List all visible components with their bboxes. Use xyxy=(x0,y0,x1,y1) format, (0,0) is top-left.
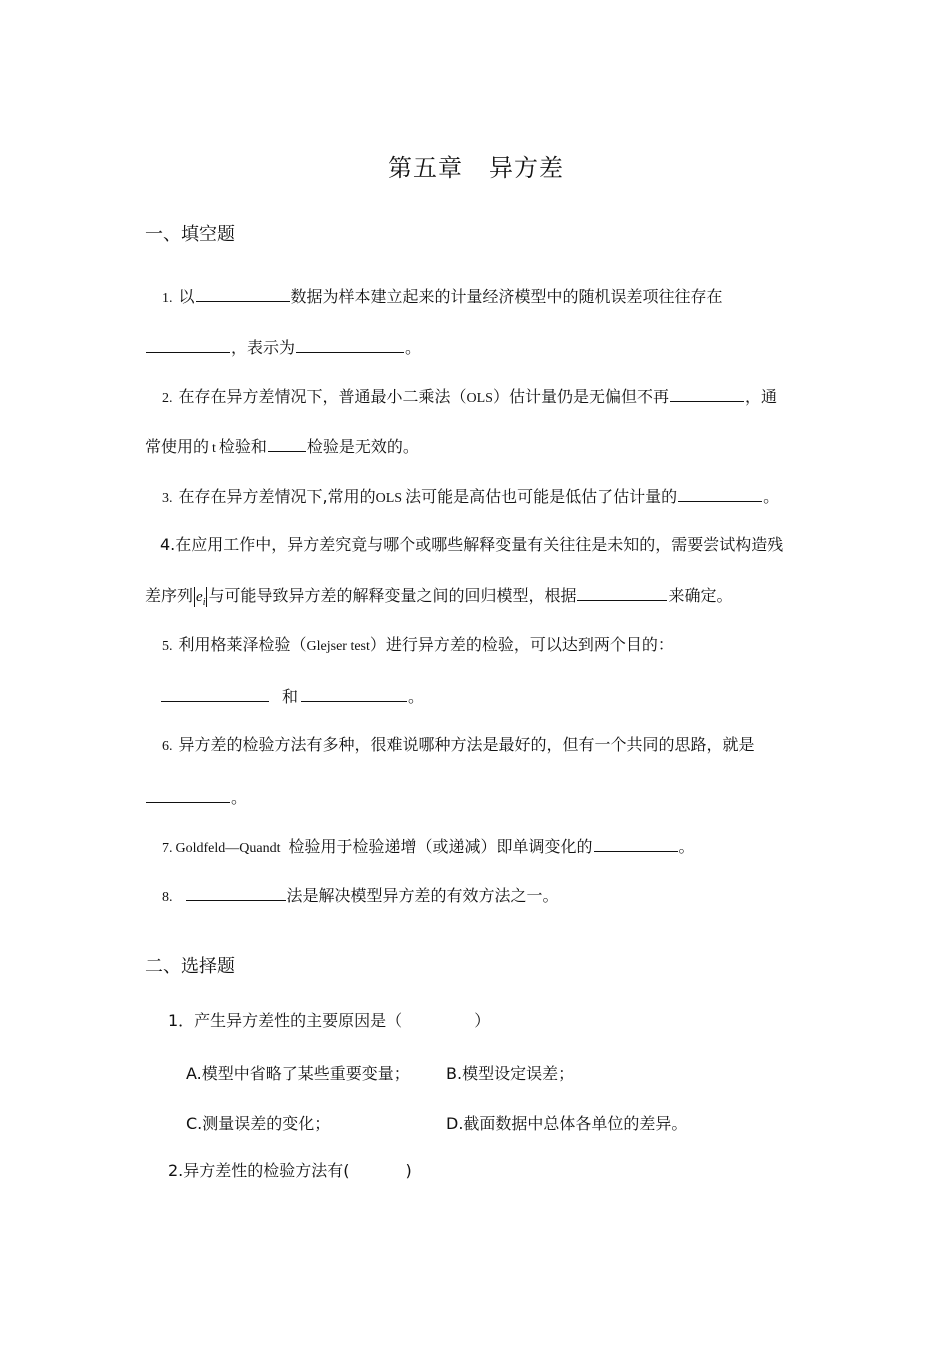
section-heading-fill-in: 一、填空题 xyxy=(145,224,235,245)
answer-blank[interactable] xyxy=(678,485,762,502)
option-d[interactable]: D.截面数据中总体各单位的差异。 xyxy=(446,1114,688,1133)
question-number: 7. xyxy=(162,841,173,856)
option-b[interactable]: B.模型设定误差； xyxy=(446,1064,575,1083)
question-number: 3. xyxy=(162,491,173,506)
question-number: 1. xyxy=(162,291,173,306)
question-number: 8. xyxy=(162,890,173,905)
chapter-number: 第五章 xyxy=(388,154,463,182)
option-a[interactable]: A.模型中省略了某些重要变量； xyxy=(186,1064,410,1083)
chapter-topic: 异方差 xyxy=(489,154,564,182)
answer-blank[interactable] xyxy=(301,685,407,702)
answer-blank[interactable] xyxy=(161,685,269,702)
question-8: 8. 法是解决模型异方差的有效方法之一。 xyxy=(162,886,559,905)
question-4-line-2: 差序列 $e_i$ 与可能导致异方差的解释变量之间的回归模型，根据 来确定。 xyxy=(145,586,733,608)
answer-blank[interactable] xyxy=(296,336,404,353)
question-6-line-1: 6. 异方差的检验方法有多种，很难说哪种方法是最好的，但有一个共同的思路，就是 xyxy=(162,735,755,754)
question-1-line-1: 1. 以 数据为样本建立起来的计量经济模型中的随机误差项往往存在 xyxy=(162,287,723,306)
question-7: 7. Goldfeld—Quandt 检验用于检验递增（或递减）即单调变化的 。 xyxy=(162,837,695,856)
section-heading-multiple-choice: 二、选择题 xyxy=(145,956,235,977)
answer-blank[interactable] xyxy=(196,285,290,302)
question-5-line-1: 5. 利用格莱泽检验（Glejser test）进行异方差的检验，可以达到两个目的： xyxy=(162,635,674,654)
mc-question-1-stem: 1．产生异方差性的主要原因是（ ） xyxy=(168,1011,491,1030)
question-5-line-2: 和 。 xyxy=(160,685,424,707)
answer-blank[interactable] xyxy=(594,835,678,852)
question-number: 2. xyxy=(162,391,173,406)
question-6-line-2: 。 xyxy=(145,786,247,808)
question-number: 5. xyxy=(162,639,173,654)
page-title xyxy=(0,148,952,183)
question-2-line-1: 2. 在存在异方差情况下，普通最小二乘法（OLS）估计量仍是无偏但不再 ，通 xyxy=(162,387,777,406)
question-2-line-2: 常使用的 t 检验和 检验是无效的。 xyxy=(145,437,419,456)
mc-question-2-stem: 2.异方差性的检验方法有( ) xyxy=(168,1161,412,1180)
answer-blank[interactable] xyxy=(268,435,306,452)
option-c[interactable]: C.测量误差的变化； xyxy=(186,1114,331,1133)
answer-blank[interactable] xyxy=(146,786,230,803)
answer-blank[interactable] xyxy=(186,884,286,901)
abs-bar-left xyxy=(194,587,195,607)
question-3: 3. 在存在异方差情况下,常用的OLS 法可能是高估也可能是低估了估计量的 。 xyxy=(162,487,780,506)
question-number: 6. xyxy=(162,739,173,754)
answer-blank[interactable] xyxy=(577,584,667,601)
answer-blank[interactable] xyxy=(670,385,744,402)
residual-symbol: $e_i$ xyxy=(196,589,206,608)
question-4-line-1: 4.在应用工作中，异方差究竟与哪个或哪些解释变量有关往往是未知的，需要尝试构造残 xyxy=(160,535,784,554)
answer-blank[interactable] xyxy=(146,336,230,353)
question-1-line-2: ，表示为 。 xyxy=(145,336,421,358)
